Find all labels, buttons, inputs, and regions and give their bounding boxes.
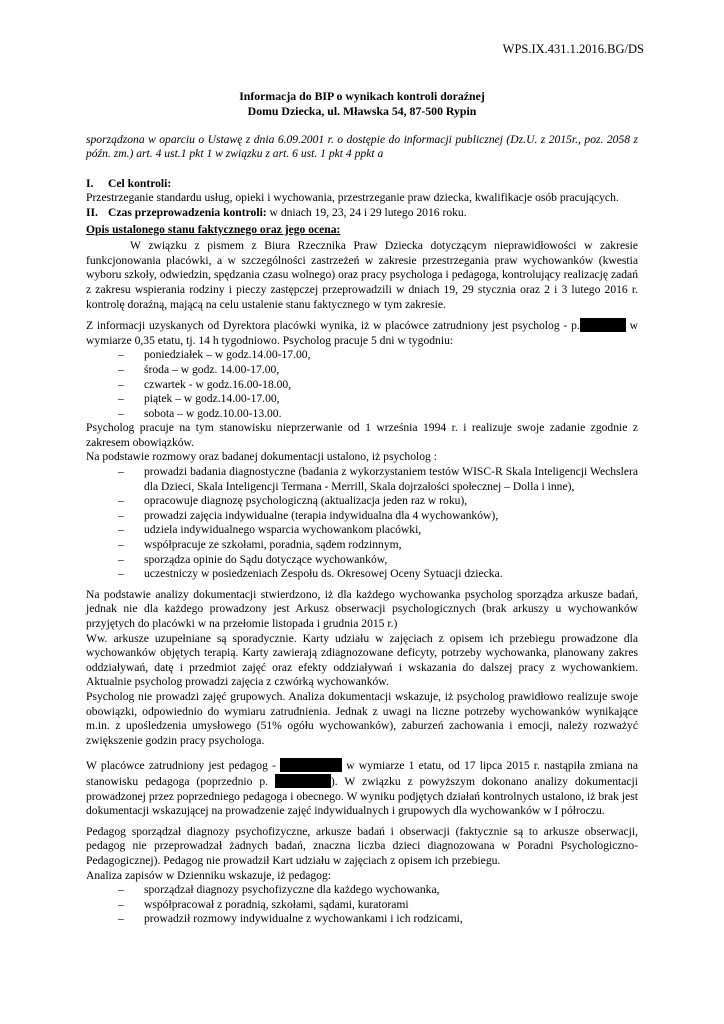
- section-1-text: Przestrzeganie standardu usług, opieki i wychowania, przestrzeganie praw dziecka, kwalifikacje osób pracujących.: [86, 191, 619, 205]
- schedule-item: [118, 392, 638, 407]
- dash-bullet: –: [118, 567, 124, 581]
- section-1-number: I.: [86, 176, 94, 190]
- findings-heading: Opis ustalonego stanu faktycznego oraz jego ocena:: [86, 222, 341, 236]
- dash-bullet: –: [118, 538, 124, 552]
- duty-item: [118, 523, 638, 538]
- duty-item-text: uczestniczy w posiedzeniach Zespołu ds. Okresowej Oceny Sytuacji dziecka.: [144, 567, 503, 581]
- dash-bullet: –: [118, 508, 124, 522]
- duty-item: [118, 567, 638, 582]
- duty-item: [118, 553, 638, 568]
- spacer: [86, 748, 638, 758]
- paragraph-duties-intro: Na podstawie rozmowy oraz badanej dokumentacji ustalono, iż psycholog :: [86, 450, 437, 464]
- schedule-item-text: środa – w godz. 14.00-17.00,: [144, 362, 280, 376]
- duty-item-text: udziela indywidualnego wsparcia wychowankom placówki,: [144, 523, 422, 537]
- pedagogue-item: [118, 912, 638, 927]
- redacted-name: [275, 774, 331, 788]
- duty-item-text: opracowuje diagnozę psychologiczną (aktualizacja jeden raz w roku),: [144, 494, 468, 508]
- paragraph-sheets: Ww. arkusze uzupełniane są sporadycznie. Karty udziału w zajęciach z opisem ich przebiegu prowadzone dla wychowanków objętych terapią. Karty zawierają zdiagnozowane deficyty, potrzeby wychowanka, planowany zakres oddziaływań, datę i przedmiot zajęć oraz efekty oddziaływań i wskazania do dalszej pracy z wychowankiem. Aktualnie psycholog prowadzi zajęcia z czwórką wychowanków.: [86, 631, 638, 689]
- duty-item: [118, 494, 638, 509]
- section-2-number: II.: [86, 205, 98, 219]
- dash-bullet: –: [118, 392, 124, 406]
- schedule-item-text: czwartek - w godz.16.00-18.00,: [144, 377, 292, 391]
- pedagogue-text-b: w wymiarze 1 etatu, od 17 lipca 2015 r. nastąpiła zmiana na stanowisku pedagoga (poprzednio p.: [86, 759, 639, 788]
- schedule-item: [118, 407, 638, 422]
- paragraph-documentation: Na podstawie analizy dokumentacji stwierdzono, iż dla każdego wychowanka psycholog sporządza arkusze badań, jednak nie dla każdego prowadzony jest Arkusz obserwacji psychologicznych (brak arkuszy u wychowanków przyjętych do placówki w na przełomie listopada i grudnia 2015 r.): [86, 587, 638, 630]
- redacted-name: [280, 758, 342, 772]
- dash-bullet: –: [118, 897, 124, 911]
- dash-bullet: –: [118, 465, 124, 479]
- pedagogue-item-text: współpracował z poradnią, szkołami, sądami, kuratorami: [144, 897, 409, 911]
- pedagogue-item: [118, 898, 638, 913]
- paragraph-tenure: Psycholog pracuje na tym stanowisku nieprzerwanie od 1 września 1994 r. i realizuje swoje zadanie zgodnie z zakresem obowiązków.: [86, 421, 638, 449]
- duty-item-text: współpracuje ze szkołami, poradnia, sądem rodzinnym,: [144, 538, 402, 552]
- dash-bullet: –: [118, 494, 124, 508]
- duty-item: [118, 465, 638, 494]
- section-2-heading: [86, 206, 267, 219]
- duty-item: [118, 538, 638, 553]
- psychologist-text-b: w wymiarze 0,35 etatu, tj. 14 h tygodniowo. Psycholog pracuje 5 dni w tygodniu:: [86, 319, 638, 347]
- duty-item-text: prowadzi zajęcia indywidualne (terapia indywidualna dla 4 wychowanków),: [144, 508, 499, 522]
- paragraph-intro: W związku z pismem z Biura Rzecznika Praw Dziecka dotyczącym nieprawidłowości w zakresie funkcjonowania placówki, a w szczególności zastrzeżeń w zakresie przestrzegania praw wychowanków (kwestia wyboru szkoły, odwiedzin, spędzania czasu wolnego) oraz pracy psychologa i pedagoga, kontrolujący realizację zadań z zakresu wspierania rodziny i pieczy zastępczej przeprowadzili w dniach 19, 29 stycznia oraz 2 i 3 lutego 2016 r. kontrolę doraźną, mającą na celu ustalenie stanu faktycznego w tym zakresie.: [86, 239, 638, 311]
- title-line-1: Informacja do BIP o wynikach kontroli doraźnej: [239, 88, 485, 103]
- paragraph-diagnoses: Pedagog sporządzał diagnozy psychofizyczne, arkusze badań i obserwacji (faktycznie są to arkusze obserwacji, pedagog nie przeprowadzał żadnych badań, znaczna liczba dzieci diagnozowana w Poradni Psychologiczno-Pedagogicznej). Pedagog nie prowadził Kart udziału w zajęciach z opisem ich przebiegu.: [86, 824, 638, 867]
- document-title: [86, 89, 638, 119]
- schedule-item-text: sobota – w godz.10.00-13.00.: [144, 406, 282, 420]
- section-2-label: Czas przeprowadzenia kontroli:: [108, 205, 267, 219]
- dash-bullet: –: [118, 912, 124, 926]
- paragraph-group-work: Psycholog nie prowadzi zajęć grupowych. Analiza dokumentacji wskazuje, iż psycholog prawidłowo realizuje swoje obowiązki, odpowiednio do wymiaru zatrudnienia. Jednak z uwagi na liczne potrzeby wychowanków wynikające m.in. z upośledzenia umysłowego (51% ogółu wychowanków), zaburzeń zachowania i emocji, należy rozważyć zwiększenie godzin pracy psychologa.: [86, 689, 638, 747]
- pedagogue-item-text: sporządzał diagnozy psychofizyczne dla każdego wychowanka,: [144, 883, 440, 897]
- section-1-label: Cel kontroli:: [108, 176, 172, 190]
- dash-bullet: –: [118, 552, 124, 566]
- section-2: [86, 206, 638, 221]
- pedagogue-item-text: prowadził rozmowy indywidualne z wychowankami i ich rodzicami,: [144, 912, 463, 926]
- pedagogue-text-a: W placówce zatrudniony jest pedagog -: [86, 759, 276, 773]
- psychologist-text-a: Z informacji uzyskanych od Dyrektora placówki wynika, iż w placówce zatrudniony jest psycholog - p.: [86, 319, 580, 333]
- duty-item-text: prowadzi badania diagnostyczne (badania z wykorzystaniem testów WISC-R Skala Inteligencji Wechslera dla Dzieci, Skala Inteligencji Termana - Merrill, Skala dojrzałości społecznej – Dolla i inne),: [144, 465, 638, 493]
- pedagogue-item: [118, 883, 638, 898]
- reference-number: WPS.IX.431.1.2016.BG/DS: [502, 42, 644, 56]
- legal-basis: sporządzona w oparciu o Ustawę z dnia 6.09.2001 r. o dostępie do informacji publicznej (Dz.U. z 2015r., poz. 2058 z późn. zm.) art. 4 ust.1 pkt 1 w związku z art. 6 ust. 1 pkt 4 ppkt a: [86, 132, 638, 161]
- paragraph-pedagogue: [86, 758, 638, 818]
- paragraph-journal: Analiza zapisów w Dzienniku wskazuje, iż pedagog:: [86, 868, 331, 882]
- dash-bullet: –: [118, 523, 124, 537]
- schedule-item-text: piątek – w godz.14.00-17.00,: [144, 392, 280, 406]
- duties-list: [86, 465, 638, 582]
- duty-item-text: sporządza opinie do Sądu dotyczące wychowanków,: [144, 552, 388, 566]
- section-2-text: w dniach 19, 23, 24 i 29 lutego 2016 roku.: [266, 205, 467, 219]
- schedule-item: [118, 378, 638, 393]
- schedule-item-text: poniedziałek – w godz.14.00-17.00,: [144, 348, 311, 362]
- pedagogue-list: [86, 883, 638, 927]
- dash-bullet: –: [118, 362, 124, 376]
- pedagogue-text-c: ). W związku z powyższym dokonano analizy dokumentacji prowadzonej przez poprzedniego pedagoga i obecnego. W wyniku podjętych działań kontrolnych ustalono, iż brak jest dokumentacji wskazującej na prowadzenie zajęć indywidualnych i grupowych dla wychowanków w I półroczu.: [86, 774, 638, 818]
- duty-item: [118, 509, 638, 524]
- section-1-heading: [86, 177, 638, 192]
- dash-bullet: –: [118, 406, 124, 420]
- redacted-name: [580, 318, 626, 332]
- dash-bullet: –: [118, 883, 124, 897]
- title-line-2: Domu Dziecka, ul. Mławska 54, 87-500 Rypin: [247, 103, 477, 118]
- dash-bullet: –: [118, 377, 124, 391]
- dash-bullet: –: [118, 348, 124, 362]
- schedule-list: [86, 348, 638, 421]
- schedule-item: [118, 363, 638, 378]
- paragraph-psychologist: [86, 318, 638, 348]
- schedule-item: [118, 348, 638, 363]
